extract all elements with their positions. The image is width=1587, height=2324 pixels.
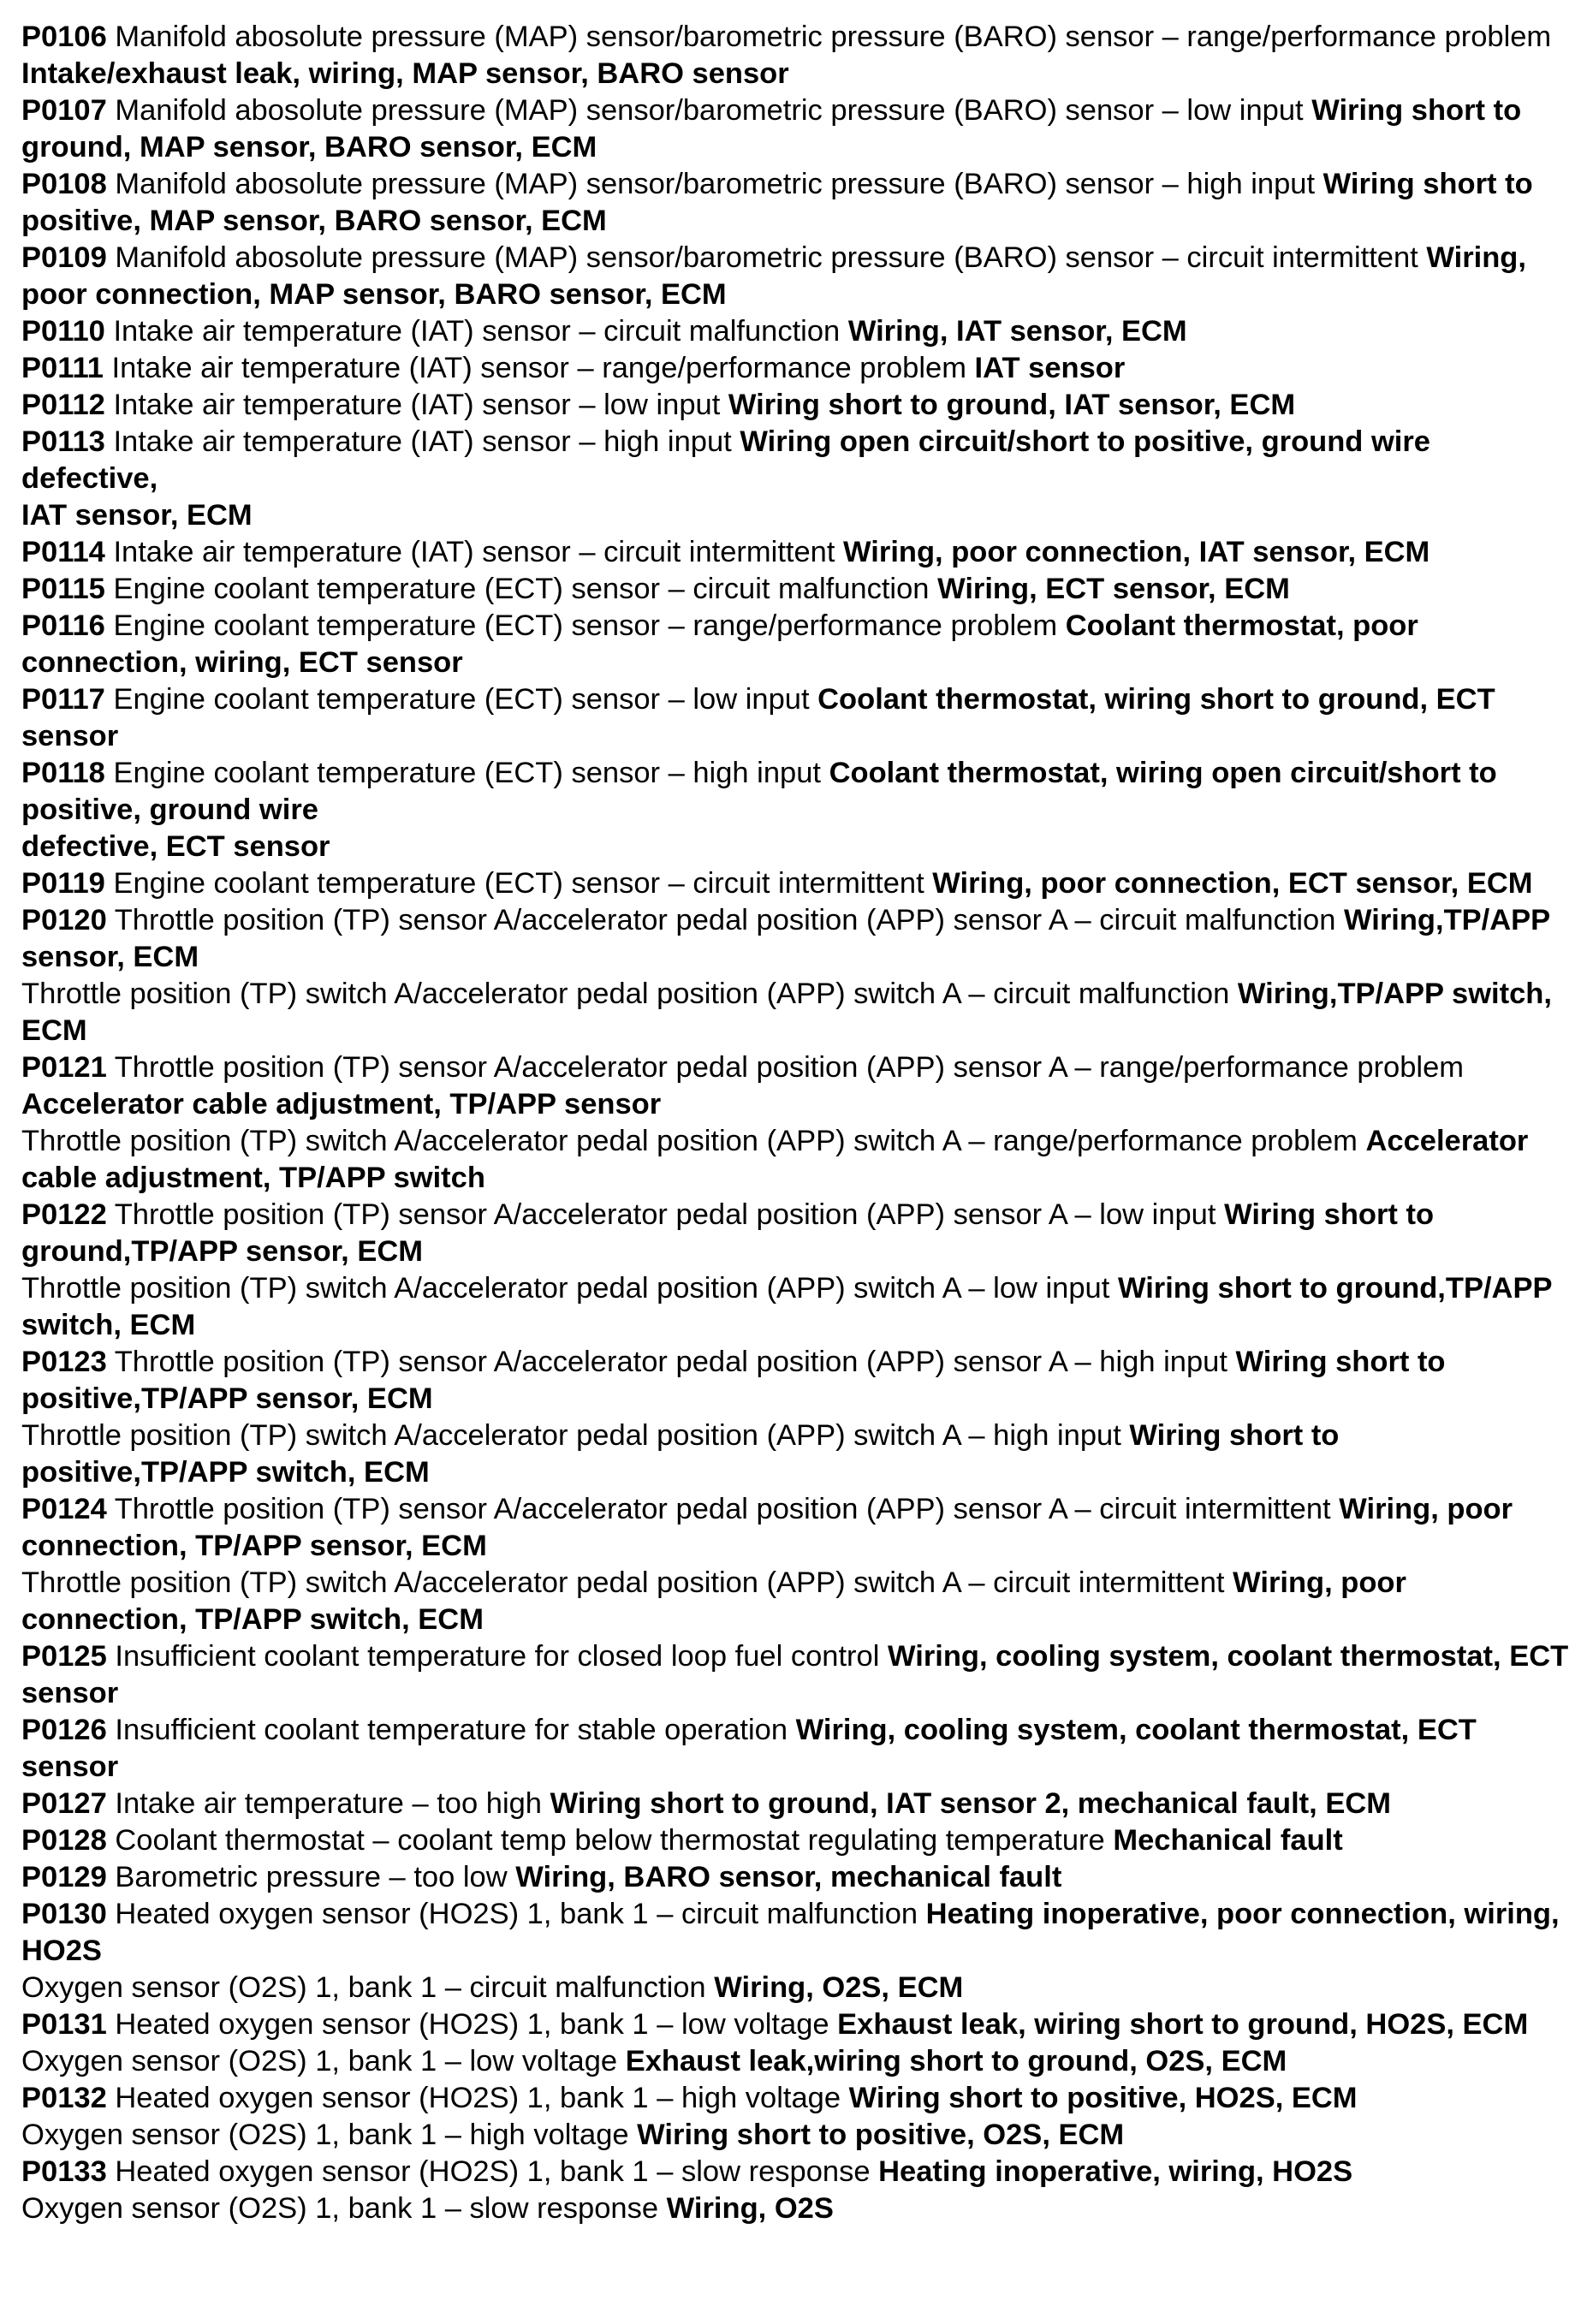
- dtc-code: P0107: [21, 94, 107, 127]
- dtc-entry: [21, 1418, 1569, 1491]
- dtc-code: P0106: [21, 21, 107, 53]
- dtc-description: Insufficient coolant temperature for stable operation: [115, 1714, 788, 1746]
- dtc-description: Heated oxygen sensor (HO2S) 1, bank 1 – high voltage: [115, 2082, 841, 2114]
- dtc-probable-causes: Accelerator cable adjustment, TP/APP switch: [21, 1125, 1529, 1194]
- dtc-probable-causes: Wiring short to positive,TP/APP switch, ECM: [21, 1419, 1340, 1489]
- dtc-probable-causes: Exhaust leak, wiring short to ground, HO2S, ECM: [837, 2008, 1529, 2041]
- dtc-entry: [21, 1786, 1569, 1822]
- dtc-probable-causes: Wiring, BARO sensor, mechanical fault: [515, 1861, 1062, 1893]
- dtc-probable-causes: Wiring short to positive, HO2S, ECM: [848, 2082, 1358, 2114]
- dtc-code: P0118: [21, 757, 105, 789]
- dtc-probable-causes: Accelerator cable adjustment, TP/APP sensor: [21, 1088, 662, 1120]
- dtc-probable-causes: Wiring, poor connection, TP/APP switch, ECM: [21, 1566, 1406, 1636]
- dtc-description: Throttle position (TP) switch A/accelerator pedal position (APP) switch A – circuit malfunction: [21, 978, 1230, 1010]
- dtc-description: Oxygen sensor (O2S) 1, bank 1 – slow response: [21, 2192, 659, 2225]
- dtc-description: Throttle position (TP) switch A/accelerator pedal position (APP) switch A – high input: [21, 1419, 1121, 1452]
- dtc-code: P0120: [21, 904, 107, 936]
- dtc-entry: [21, 1270, 1569, 1344]
- dtc-code: P0113: [21, 425, 105, 458]
- dtc-code: P0126: [21, 1714, 107, 1746]
- dtc-probable-causes: Wiring short to positive, O2S, ECM: [637, 2119, 1125, 2151]
- dtc-probable-causes: Mechanical fault: [1113, 1824, 1343, 1857]
- dtc-description: Manifold abosolute pressure (MAP) sensor/barometric pressure (BARO) sensor – range/performance problem: [115, 21, 1552, 53]
- dtc-description: Engine coolant temperature (ECT) sensor – range/performance problem: [113, 609, 1058, 642]
- dtc-code: P0127: [21, 1787, 107, 1820]
- dtc-entry: [21, 2043, 1569, 2080]
- dtc-code: P0116: [21, 609, 105, 642]
- dtc-description: Oxygen sensor (O2S) 1, bank 1 – low voltage: [21, 2045, 618, 2077]
- dtc-probable-causes: Intake/exhaust leak, wiring, MAP sensor, BARO sensor: [21, 57, 789, 90]
- dtc-description: Throttle position (TP) switch A/accelerator pedal position (APP) switch A – range/performance problem: [21, 1125, 1358, 1157]
- dtc-probable-causes: Wiring, poor connection, IAT sensor, ECM: [843, 536, 1430, 568]
- dtc-description: Manifold abosolute pressure (MAP) sensor/barometric pressure (BARO) sensor – circuit intermittent: [115, 241, 1418, 274]
- dtc-description: Throttle position (TP) sensor A/accelerator pedal position (APP) sensor A – circuit malfunction: [114, 904, 1336, 936]
- dtc-probable-causes: Wiring short to ground, IAT sensor 2, mechanical fault, ECM: [550, 1787, 1391, 1820]
- dtc-probable-causes: Wiring short to ground, MAP sensor, BARO sensor, ECM: [21, 94, 1522, 163]
- dtc-description: Throttle position (TP) sensor A/accelerator pedal position (APP) sensor A – low input: [114, 1198, 1216, 1231]
- dtc-entry: [21, 1565, 1569, 1638]
- dtc-description: Heated oxygen sensor (HO2S) 1, bank 1 – low voltage: [115, 2008, 829, 2041]
- dtc-entry: [21, 1859, 1569, 1896]
- dtc-probable-causes: Wiring, O2S: [666, 2192, 834, 2225]
- dtc-code: P0109: [21, 241, 107, 274]
- dtc-code: P0129: [21, 1861, 107, 1893]
- dtc-code: P0130: [21, 1898, 107, 1930]
- dtc-probable-causes: Wiring short to positive,TP/APP sensor, ECM: [21, 1346, 1446, 1415]
- dtc-entry: [21, 681, 1569, 755]
- dtc-code: P0114: [21, 536, 105, 568]
- dtc-code: P0132: [21, 2082, 107, 2114]
- dtc-probable-causes: Coolant thermostat, wiring short to ground, ECT sensor: [21, 683, 1495, 752]
- dtc-description: Intake air temperature (IAT) sensor – circuit intermittent: [113, 536, 835, 568]
- dtc-probable-causes: Exhaust leak,wiring short to ground, O2S, ECM: [625, 2045, 1287, 2077]
- dtc-probable-causes: Wiring short to ground,TP/APP switch, ECM: [21, 1272, 1552, 1341]
- dtc-probable-causes: Wiring, IAT sensor, ECM: [847, 315, 1187, 348]
- dtc-description: Barometric pressure – too low: [115, 1861, 508, 1893]
- dtc-description: Oxygen sensor (O2S) 1, bank 1 – high voltage: [21, 2119, 629, 2151]
- dtc-entry: [21, 166, 1569, 240]
- dtc-description: Intake air temperature (IAT) sensor – high input: [113, 425, 732, 458]
- dtc-entry: [21, 1344, 1569, 1418]
- dtc-description: Insufficient coolant temperature for closed loop fuel control: [115, 1640, 880, 1673]
- dtc-description: Throttle position (TP) sensor A/accelerator pedal position (APP) sensor A – circuit intermittent: [114, 1493, 1331, 1525]
- dtc-entry: [21, 1197, 1569, 1270]
- dtc-entry: [21, 2117, 1569, 2154]
- dtc-entry: [21, 92, 1569, 166]
- dtc-entry: [21, 1970, 1569, 2006]
- dtc-code: P0133: [21, 2155, 107, 2188]
- dtc-description: Engine coolant temperature (ECT) sensor – high input: [113, 757, 821, 789]
- dtc-description: Engine coolant temperature (ECT) sensor – circuit intermittent: [113, 867, 924, 900]
- dtc-probable-causes: Wiring short to positive, MAP sensor, BARO sensor, ECM: [21, 168, 1533, 237]
- dtc-description: Intake air temperature (IAT) sensor – range/performance problem: [111, 352, 966, 384]
- dtc-code: P0131: [21, 2008, 107, 2041]
- dtc-entry: [21, 976, 1569, 1049]
- dtc-entry: [21, 1638, 1569, 1712]
- dtc-probable-causes: Wiring, poor connection, MAP sensor, BARO sensor, ECM: [21, 241, 1526, 311]
- dtc-probable-causes: Wiring, cooling system, coolant thermostat, ECT sensor: [21, 1640, 1569, 1709]
- dtc-probable-causes: Wiring, O2S, ECM: [714, 1971, 964, 2004]
- dtc-code: P0110: [21, 315, 105, 348]
- dtc-description: Intake air temperature – too high: [115, 1787, 542, 1820]
- dtc-code: P0108: [21, 168, 107, 200]
- dtc-probable-causes: Heating inoperative, wiring, HO2S: [878, 2155, 1353, 2188]
- dtc-entry: [21, 424, 1569, 534]
- dtc-entry: [21, 387, 1569, 424]
- dtc-entry: [21, 2080, 1569, 2117]
- dtc-code: P0119: [21, 867, 105, 900]
- dtc-code: P0124: [21, 1493, 107, 1525]
- dtc-entry: [21, 534, 1569, 571]
- dtc-description: Coolant thermostat – coolant temp below thermostat regulating temperature: [115, 1824, 1105, 1857]
- dtc-description: Intake air temperature (IAT) sensor – low input: [113, 389, 721, 421]
- dtc-probable-causes: Wiring, cooling system, coolant thermostat, ECT sensor: [21, 1714, 1477, 1783]
- dtc-entry: [21, 19, 1569, 92]
- dtc-code: P0121: [21, 1051, 107, 1084]
- dtc-probable-causes: Heating inoperative, poor connection, wiring, HO2S: [21, 1898, 1560, 1967]
- dtc-entry: [21, 865, 1569, 902]
- dtc-code: P0112: [21, 389, 105, 421]
- dtc-code-list: [21, 19, 1569, 2227]
- dtc-probable-causes: Wiring, poor connection, TP/APP sensor, ECM: [21, 1493, 1513, 1562]
- dtc-probable-causes: Wiring, poor connection, ECT sensor, ECM: [932, 867, 1533, 900]
- dtc-probable-causes: Wiring open circuit/short to positive, ground wire defective, IAT sensor, ECM: [21, 425, 1430, 532]
- dtc-description: Engine coolant temperature (ECT) sensor – circuit malfunction: [113, 573, 930, 605]
- dtc-description: Manifold abosolute pressure (MAP) sensor/barometric pressure (BARO) sensor – high input: [115, 168, 1316, 200]
- dtc-entry: [21, 1712, 1569, 1786]
- dtc-probable-causes: Wiring short to ground, IAT sensor, ECM: [728, 389, 1296, 421]
- dtc-code: P0125: [21, 1640, 107, 1673]
- dtc-description: Oxygen sensor (O2S) 1, bank 1 – circuit malfunction: [21, 1971, 706, 2004]
- dtc-entry: [21, 350, 1569, 387]
- dtc-entry: [21, 1123, 1569, 1197]
- dtc-entry: [21, 1822, 1569, 1859]
- dtc-entry: [21, 2006, 1569, 2043]
- dtc-entry: [21, 2154, 1569, 2190]
- dtc-code: P0128: [21, 1824, 107, 1857]
- dtc-code: P0115: [21, 573, 105, 605]
- dtc-description: Engine coolant temperature (ECT) sensor – low input: [113, 683, 810, 716]
- dtc-entry: [21, 313, 1569, 350]
- dtc-probable-causes: Coolant thermostat, poor connection, wiring, ECT sensor: [21, 609, 1418, 679]
- dtc-entry: [21, 902, 1569, 976]
- dtc-entry: [21, 240, 1569, 313]
- dtc-probable-causes: Wiring,TP/APP sensor, ECM: [21, 904, 1550, 973]
- dtc-description: Manifold abosolute pressure (MAP) sensor/barometric pressure (BARO) sensor – low input: [115, 94, 1304, 127]
- dtc-code: P0123: [21, 1346, 107, 1378]
- dtc-entry: [21, 1896, 1569, 1970]
- dtc-description: Heated oxygen sensor (HO2S) 1, bank 1 – circuit malfunction: [115, 1898, 918, 1930]
- dtc-description: Throttle position (TP) sensor A/accelerator pedal position (APP) sensor A – high input: [114, 1346, 1227, 1378]
- dtc-code: P0111: [21, 352, 104, 384]
- dtc-entry: [21, 571, 1569, 608]
- dtc-entry: [21, 1491, 1569, 1565]
- dtc-description: Throttle position (TP) sensor A/accelerator pedal position (APP) sensor A – range/performance problem: [114, 1051, 1465, 1084]
- dtc-probable-causes: Wiring, ECT sensor, ECM: [937, 573, 1290, 605]
- dtc-description: Throttle position (TP) switch A/accelerator pedal position (APP) switch A – low input: [21, 1272, 1110, 1305]
- dtc-probable-causes: IAT sensor: [974, 352, 1126, 384]
- dtc-probable-causes: Wiring,TP/APP switch, ECM: [21, 978, 1552, 1047]
- dtc-code: P0117: [21, 683, 105, 716]
- dtc-entry: [21, 608, 1569, 681]
- dtc-entry: [21, 2190, 1569, 2227]
- dtc-entry: [21, 755, 1569, 865]
- dtc-probable-causes: Coolant thermostat, wiring open circuit/short to positive, ground wire defective, ECT sensor: [21, 757, 1497, 863]
- dtc-probable-causes: Wiring short to ground,TP/APP sensor, ECM: [21, 1198, 1435, 1268]
- dtc-entry: [21, 1049, 1569, 1123]
- dtc-description: Heated oxygen sensor (HO2S) 1, bank 1 – slow response: [115, 2155, 871, 2188]
- dtc-code: P0122: [21, 1198, 107, 1231]
- dtc-description: Intake air temperature (IAT) sensor – circuit malfunction: [113, 315, 841, 348]
- dtc-description: Throttle position (TP) switch A/accelerator pedal position (APP) switch A – circuit intermittent: [21, 1566, 1225, 1599]
